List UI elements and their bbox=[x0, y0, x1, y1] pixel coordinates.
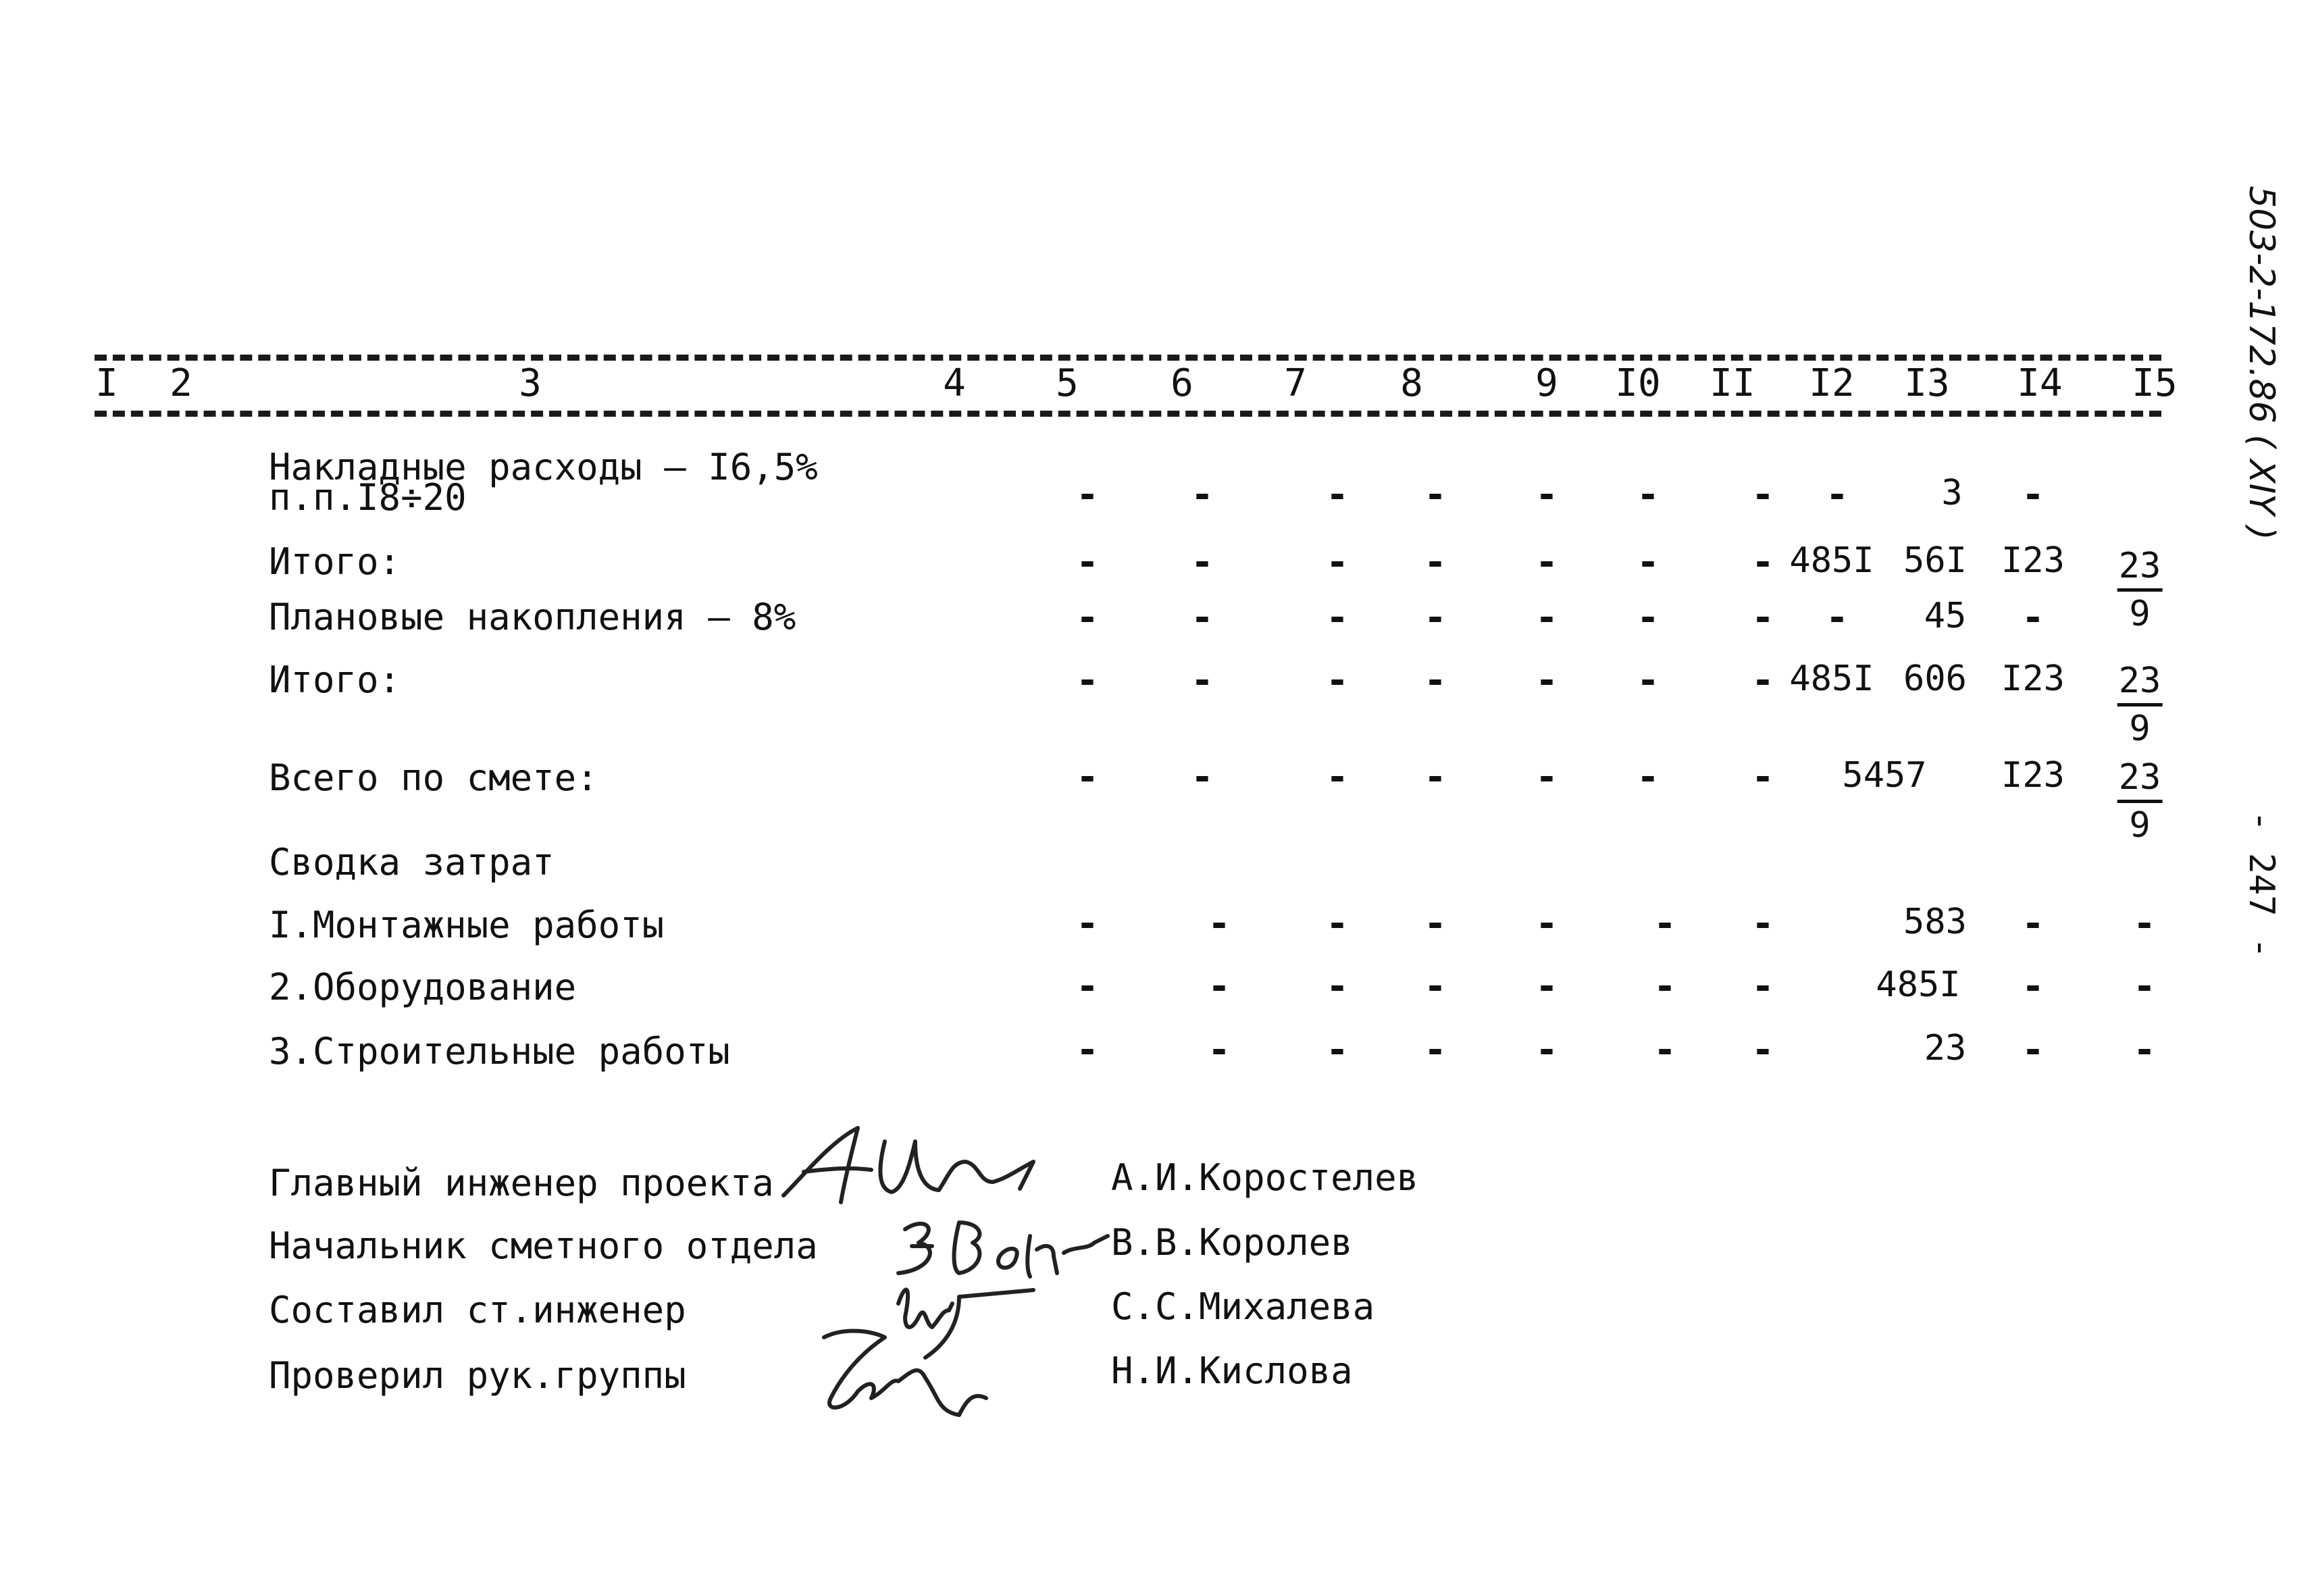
cell-dash: - bbox=[1076, 540, 1099, 584]
cell-dash: - bbox=[1535, 1028, 1558, 1072]
cell-dash: - bbox=[1076, 964, 1099, 1008]
signatory-role: Проверил рук.группы bbox=[269, 1354, 686, 1397]
cell-dash: - bbox=[1076, 659, 1099, 702]
signature-1 bbox=[777, 1114, 1074, 1216]
cell-13: 56I bbox=[1903, 540, 1967, 581]
cell-dash: - bbox=[1751, 1028, 1774, 1072]
cell-dash: - bbox=[1653, 902, 1676, 946]
col-4: 4 bbox=[943, 361, 966, 405]
cell-dash: - bbox=[1751, 902, 1774, 946]
cell-dash: - bbox=[1326, 540, 1349, 584]
cell-dash: - bbox=[1637, 540, 1660, 584]
col-11: II bbox=[1709, 361, 1755, 405]
cell-14: I23 bbox=[2001, 755, 2065, 796]
cell-dash: - bbox=[1191, 755, 1214, 799]
cell-dash: - bbox=[1535, 659, 1558, 702]
col-12: I2 bbox=[1809, 361, 1855, 405]
cell-dash: - bbox=[1751, 755, 1774, 799]
signature-3 bbox=[804, 1263, 1047, 1425]
cell-dash: - bbox=[1424, 596, 1447, 640]
cell-14: - bbox=[2022, 1028, 2045, 1072]
row-label-sub: п.п.I8÷20 bbox=[269, 476, 467, 519]
cell-11: - bbox=[1751, 659, 1774, 702]
cell-dash: - bbox=[1535, 902, 1558, 946]
cell-dash: - bbox=[1751, 473, 1774, 517]
signatory-role: Главный инженер проекта bbox=[269, 1162, 774, 1204]
cell-dash: - bbox=[1076, 473, 1099, 517]
cell-dash: - bbox=[1637, 473, 1660, 517]
fraction-denominator: 9 bbox=[2129, 805, 2151, 846]
cell-dash: - bbox=[1326, 1028, 1349, 1072]
cell-dash: - bbox=[1208, 902, 1231, 946]
section-heading: Сводка затрат bbox=[269, 841, 555, 883]
cell-dash: - bbox=[1076, 755, 1099, 799]
cell-dash: - bbox=[1535, 596, 1558, 640]
cell-15: - bbox=[2133, 964, 2156, 1008]
cell-dash: - bbox=[1637, 659, 1660, 702]
signatory-role: Начальник сметного отдела bbox=[269, 1225, 818, 1267]
cell-dash: - bbox=[1826, 473, 1849, 517]
col-14: I4 bbox=[2017, 361, 2063, 405]
cell-13: 583 bbox=[1903, 902, 1967, 942]
cell-dash: - bbox=[1535, 540, 1558, 584]
col-3: 3 bbox=[519, 361, 542, 405]
cell-dash: - bbox=[1326, 964, 1349, 1008]
header-bottom-rule bbox=[95, 411, 2161, 417]
cell-12: 485I bbox=[1789, 659, 1874, 699]
cell-dash: - bbox=[1751, 964, 1774, 1008]
signatory-name: В.В.Королев bbox=[1111, 1221, 1353, 1264]
cell-dash: - bbox=[1424, 964, 1447, 1008]
fraction-numerator: 23 bbox=[2117, 544, 2163, 592]
cell-dash: - bbox=[1653, 964, 1676, 1008]
cell-dash: - bbox=[1637, 596, 1660, 640]
cell-dash: - bbox=[1326, 755, 1349, 799]
row-label: I.Монтажные работы bbox=[269, 904, 665, 946]
cell-13: 606 bbox=[1903, 659, 1967, 699]
col-9: 9 bbox=[1535, 361, 1558, 405]
row-label: 2.Оборудование bbox=[269, 966, 577, 1008]
cell-dash: - bbox=[1326, 902, 1349, 946]
signatory-name: Н.И.Кислова bbox=[1111, 1349, 1353, 1392]
cell-dash: - bbox=[1191, 659, 1214, 702]
cell-12: 485I bbox=[1789, 540, 1874, 581]
cell-dash: - bbox=[1076, 902, 1099, 946]
cell-dash: - bbox=[1751, 596, 1774, 640]
cell-14: - bbox=[2022, 473, 2045, 517]
document-code: 503-2-172.86 ( XIY ) bbox=[2241, 186, 2282, 540]
cell-dash: - bbox=[1424, 1028, 1447, 1072]
cell-14: - bbox=[2022, 964, 2045, 1008]
signatory-name: С.С.Михалева bbox=[1111, 1285, 1375, 1328]
col-10: I0 bbox=[1615, 361, 1661, 405]
cell-dash: - bbox=[1424, 473, 1447, 517]
col-15: I5 bbox=[2132, 361, 2178, 405]
row-label: Итого: bbox=[269, 659, 401, 701]
col-6: 6 bbox=[1171, 361, 1193, 405]
row-label: Итого: bbox=[269, 540, 401, 583]
fraction-numerator: 23 bbox=[2117, 755, 2163, 803]
col-7: 7 bbox=[1284, 361, 1307, 405]
cell-14: - bbox=[2022, 596, 2045, 640]
cell-dash: - bbox=[1191, 473, 1214, 517]
cell-dash: - bbox=[1637, 755, 1660, 799]
cell-14: I23 bbox=[2001, 659, 2065, 699]
col-2: 2 bbox=[170, 361, 192, 405]
row-label: 3.Строительные работы bbox=[269, 1030, 730, 1073]
row-label: Накладные расходы – I6,5% bbox=[269, 446, 818, 488]
cell-dash: - bbox=[1326, 659, 1349, 702]
cell-dash: - bbox=[1535, 964, 1558, 1008]
cell-total: 5457 bbox=[1842, 755, 1927, 796]
page-number: - 247 - bbox=[2241, 810, 2282, 959]
cell-14: - bbox=[2022, 902, 2045, 946]
fraction-denominator: 9 bbox=[2129, 709, 2151, 749]
cell-dash: - bbox=[1424, 540, 1447, 584]
signatory-role: Составил ст.инженер bbox=[269, 1289, 686, 1331]
cell-dash: - bbox=[1424, 755, 1447, 799]
header-top-rule bbox=[95, 355, 2161, 361]
col-8: 8 bbox=[1400, 361, 1423, 405]
cell-dash: - bbox=[1326, 473, 1349, 517]
cell-dash: - bbox=[1326, 596, 1349, 640]
col-5: 5 bbox=[1056, 361, 1079, 405]
col-1: I bbox=[95, 361, 118, 405]
cell-13: 23 bbox=[1924, 1028, 1967, 1069]
cell-dash: - bbox=[1826, 596, 1849, 640]
cell-dash: - bbox=[1208, 1028, 1231, 1072]
cell-dash: - bbox=[1535, 755, 1558, 799]
row-label: Всего по смете: bbox=[269, 756, 598, 799]
cell-dash: - bbox=[1535, 473, 1558, 517]
cell-13: 485I bbox=[1876, 964, 1961, 1005]
cell-15-fraction bbox=[2117, 544, 2163, 636]
cell-14: I23 bbox=[2001, 540, 2065, 581]
fraction-denominator: 9 bbox=[2129, 594, 2151, 634]
signatory-name: А.И.Коростелев bbox=[1111, 1156, 1419, 1199]
row-label: Плановые накопления – 8% bbox=[269, 596, 796, 638]
cell-dash: - bbox=[1424, 659, 1447, 702]
cell-11: - bbox=[1751, 540, 1774, 584]
cell-15: - bbox=[2133, 1028, 2156, 1072]
cell-15-fraction bbox=[2117, 659, 2163, 751]
cell-13: 3 bbox=[1941, 473, 1963, 513]
cell-dash: - bbox=[1208, 964, 1231, 1008]
cell-15: - bbox=[2133, 902, 2156, 946]
cell-dash: - bbox=[1424, 902, 1447, 946]
col-13: I3 bbox=[1904, 361, 1950, 405]
cell-13: 45 bbox=[1924, 596, 1967, 636]
cell-dash: - bbox=[1191, 596, 1214, 640]
fraction-numerator: 23 bbox=[2117, 659, 2163, 706]
cell-dash: - bbox=[1653, 1028, 1676, 1072]
cell-dash: - bbox=[1076, 596, 1099, 640]
cell-dash: - bbox=[1076, 1028, 1099, 1072]
cell-15-fraction bbox=[2117, 755, 2163, 848]
cell-dash: - bbox=[1191, 540, 1214, 584]
